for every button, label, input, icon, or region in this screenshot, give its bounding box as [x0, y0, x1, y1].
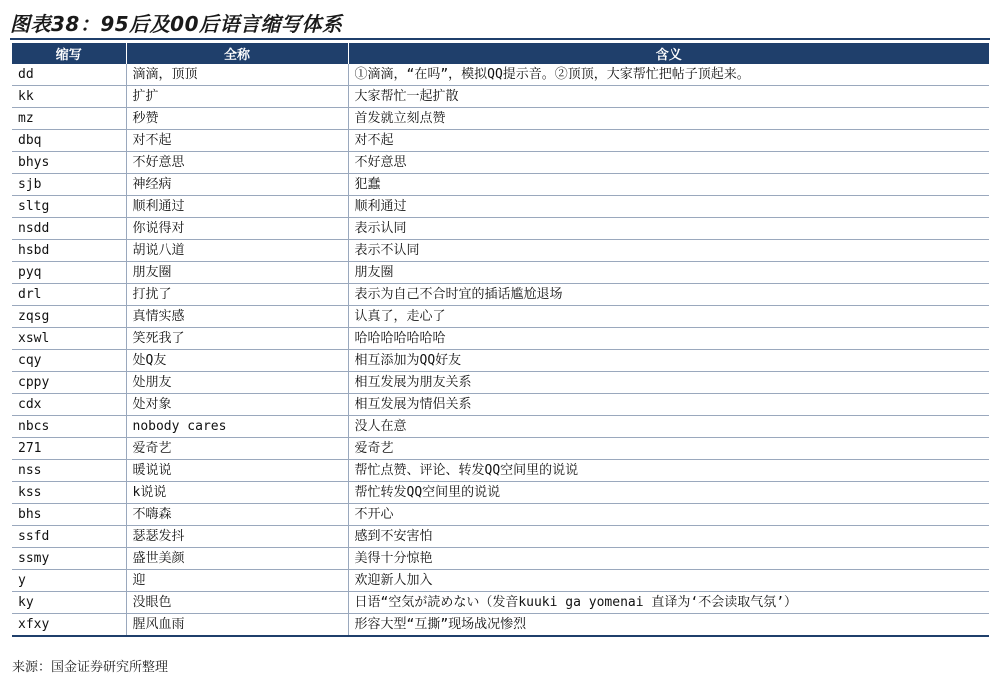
- table-row: [12, 614, 989, 637]
- cell-full-name: 朋友圈: [126, 262, 348, 284]
- cell-abbreviation: sltg: [12, 196, 126, 218]
- header-full-name: 全称: [126, 43, 348, 64]
- cell-meaning: 感到不安害怕: [348, 526, 989, 548]
- table-row: [12, 284, 989, 306]
- cell-meaning: 认真了，走心了: [348, 306, 989, 328]
- table-row: [12, 108, 989, 130]
- table-row: [12, 438, 989, 460]
- cell-full-name: 滴滴，顶顶: [126, 64, 348, 86]
- cell-meaning: 日语“空気が読めない（发音kuuki ga yomenai 直译为‘不会读取气氛’）: [348, 592, 989, 614]
- cell-abbreviation: xswl: [12, 328, 126, 350]
- cell-meaning: 大家帮忙一起扩散: [348, 86, 989, 108]
- cell-abbreviation: drl: [12, 284, 126, 306]
- header-meaning: 含义: [348, 43, 989, 64]
- abbreviation-table: [12, 43, 989, 637]
- cell-abbreviation: kk: [12, 86, 126, 108]
- cell-meaning: 犯蠢: [348, 174, 989, 196]
- cell-meaning: 相互添加为QQ好友: [348, 350, 989, 372]
- cell-full-name: 你说得对: [126, 218, 348, 240]
- cell-abbreviation: nss: [12, 460, 126, 482]
- cell-abbreviation: y: [12, 570, 126, 592]
- cell-abbreviation: 271: [12, 438, 126, 460]
- cell-meaning: 帮忙点赞、评论、转发QQ空间里的说说: [348, 460, 989, 482]
- cell-full-name: 不嗨森: [126, 504, 348, 526]
- cell-meaning: 美得十分惊艳: [348, 548, 989, 570]
- cell-abbreviation: pyq: [12, 262, 126, 284]
- cell-abbreviation: bhys: [12, 152, 126, 174]
- cell-full-name: 处朋友: [126, 372, 348, 394]
- cell-full-name: 迎: [126, 570, 348, 592]
- table-row: [12, 64, 989, 86]
- table-row: [12, 372, 989, 394]
- cell-full-name: 瑟瑟发抖: [126, 526, 348, 548]
- cell-full-name: 神经病: [126, 174, 348, 196]
- cell-meaning: 形容大型“互撕”现场战况惨烈: [348, 614, 989, 637]
- cell-meaning: 对不起: [348, 130, 989, 152]
- cell-meaning: 朋友圈: [348, 262, 989, 284]
- table-row: [12, 240, 989, 262]
- table-body: [12, 64, 989, 636]
- cell-abbreviation: ssmy: [12, 548, 126, 570]
- cell-abbreviation: ssfd: [12, 526, 126, 548]
- cell-full-name: 顺利通过: [126, 196, 348, 218]
- cell-full-name: 秒赞: [126, 108, 348, 130]
- table-row: [12, 262, 989, 284]
- cell-full-name: 扩扩: [126, 86, 348, 108]
- table-row: [12, 174, 989, 196]
- cell-meaning: 爱奇艺: [348, 438, 989, 460]
- cell-full-name: 胡说八道: [126, 240, 348, 262]
- cell-meaning: 相互发展为朋友关系: [348, 372, 989, 394]
- cell-full-name: 暖说说: [126, 460, 348, 482]
- cell-abbreviation: mz: [12, 108, 126, 130]
- header-abbreviation: 缩写: [12, 43, 126, 64]
- table-row: [12, 416, 989, 438]
- cell-meaning: ①滴滴，“在吗”，模拟QQ提示音。②顶顶，大家帮忙把帖子顶起来。: [348, 64, 989, 86]
- cell-abbreviation: hsbd: [12, 240, 126, 262]
- table-row: [12, 570, 989, 592]
- cell-full-name: 没眼色: [126, 592, 348, 614]
- cell-full-name: 笑死我了: [126, 328, 348, 350]
- cell-abbreviation: nsdd: [12, 218, 126, 240]
- cell-abbreviation: nbcs: [12, 416, 126, 438]
- figure-title: 图表38：95后及00后语言缩写体系: [10, 12, 343, 36]
- cell-full-name: 盛世美颜: [126, 548, 348, 570]
- cell-full-name: 腥风血雨: [126, 614, 348, 637]
- cell-meaning: 表示不认同: [348, 240, 989, 262]
- cell-full-name: 处对象: [126, 394, 348, 416]
- table-row: [12, 350, 989, 372]
- cell-full-name: 对不起: [126, 130, 348, 152]
- cell-abbreviation: kss: [12, 482, 126, 504]
- cell-full-name: 爱奇艺: [126, 438, 348, 460]
- cell-full-name: 不好意思: [126, 152, 348, 174]
- cell-meaning: 哈哈哈哈哈哈哈: [348, 328, 989, 350]
- cell-meaning: 帮忙转发QQ空间里的说说: [348, 482, 989, 504]
- cell-meaning: 表示认同: [348, 218, 989, 240]
- cell-meaning: 不好意思: [348, 152, 989, 174]
- table-row: [12, 504, 989, 526]
- table-row: [12, 328, 989, 350]
- cell-abbreviation: cqy: [12, 350, 126, 372]
- table-row: [12, 526, 989, 548]
- source-note: 来源：国金证券研究所整理: [12, 660, 169, 675]
- cell-abbreviation: dd: [12, 64, 126, 86]
- cell-abbreviation: zqsg: [12, 306, 126, 328]
- cell-full-name: 打扰了: [126, 284, 348, 306]
- cell-abbreviation: cdx: [12, 394, 126, 416]
- table-row: [12, 548, 989, 570]
- cell-full-name: nobody cares: [126, 416, 348, 438]
- cell-meaning: 没人在意: [348, 416, 989, 438]
- table-row: [12, 130, 989, 152]
- cell-abbreviation: bhs: [12, 504, 126, 526]
- table-row: [12, 394, 989, 416]
- cell-meaning: 顺利通过: [348, 196, 989, 218]
- cell-full-name: k说说: [126, 482, 348, 504]
- cell-meaning: 相互发展为情侣关系: [348, 394, 989, 416]
- cell-meaning: 不开心: [348, 504, 989, 526]
- table-header-row: [12, 43, 989, 64]
- cell-abbreviation: xfxy: [12, 614, 126, 637]
- cell-abbreviation: sjb: [12, 174, 126, 196]
- table-row: [12, 196, 989, 218]
- title-rule: [10, 38, 990, 40]
- table-row: [12, 218, 989, 240]
- cell-abbreviation: dbq: [12, 130, 126, 152]
- cell-full-name: 处Q友: [126, 350, 348, 372]
- table-row: [12, 482, 989, 504]
- cell-full-name: 真情实感: [126, 306, 348, 328]
- table-row: [12, 460, 989, 482]
- cell-abbreviation: ky: [12, 592, 126, 614]
- table-row: [12, 86, 989, 108]
- table-row: [12, 592, 989, 614]
- cell-abbreviation: cppy: [12, 372, 126, 394]
- cell-meaning: 首发就立刻点赞: [348, 108, 989, 130]
- table-row: [12, 152, 989, 174]
- cell-meaning: 表示为自己不合时宜的插话尴尬退场: [348, 284, 989, 306]
- table-row: [12, 306, 989, 328]
- cell-meaning: 欢迎新人加入: [348, 570, 989, 592]
